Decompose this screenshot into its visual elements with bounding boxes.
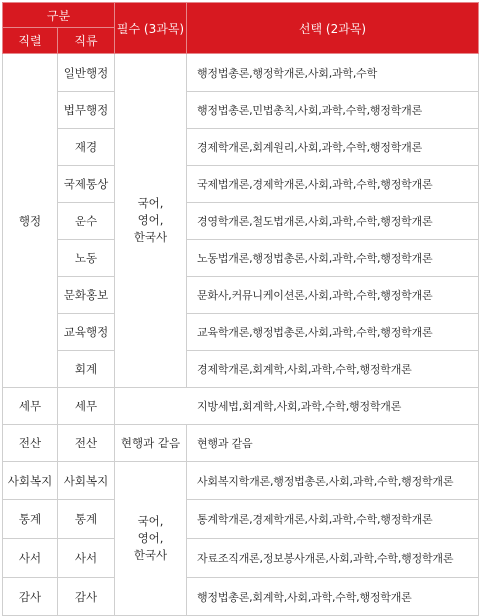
field-cell: 행정: [3, 54, 58, 388]
elective-cell: 국제법개론,경제학개론,사회,과학,수학,행정학개론: [187, 166, 479, 203]
elective-cell: 경제학개론,회계원리,사회,과학,수학,행정학개론: [187, 129, 479, 166]
elective-cell: 현행과 같음: [187, 425, 479, 462]
table-row: [3, 539, 479, 578]
subfield-cell: 운수: [58, 203, 115, 240]
subfield-cell: 전산: [58, 425, 115, 462]
subfield-cell: 재경: [58, 129, 115, 166]
subfield-cell: 통계: [58, 500, 115, 539]
required-line: 한국사: [133, 548, 168, 562]
table-body: [3, 54, 479, 616]
table-row: [3, 388, 479, 425]
field-cell: 세무: [3, 388, 58, 425]
table-row: [3, 129, 479, 166]
subfield-cell: 회계: [58, 351, 115, 388]
exam-subject-table: [2, 2, 479, 616]
subfield-cell: 교육행정: [58, 314, 115, 351]
subfield-cell: 법무행정: [58, 92, 115, 129]
table-row: [3, 314, 479, 351]
subfield-cell: 국제통상: [58, 166, 115, 203]
elective-cell: 문화사,커뮤니케이션론,사회,과학,수학,행정학개론: [187, 277, 479, 314]
elective-cell: 통계학개론,경제학개론,사회,과학,수학,행정학개론: [187, 500, 479, 539]
field-cell: 전산: [3, 425, 58, 462]
elective-cell: 사회복지학개론,행정법총론,사회,과학,수학,행정학개론: [187, 462, 479, 500]
required-cell: [115, 54, 187, 388]
header-category: 구분: [3, 3, 115, 28]
subfield-cell: 문화홍보: [58, 277, 115, 314]
required-line: 국어,: [137, 514, 164, 528]
table-row: [3, 277, 479, 314]
elective-cell: 경제학개론,회계학,사회,과학,수학,행정학개론: [187, 351, 479, 388]
required-line: 영어,: [137, 531, 164, 545]
required-line: 한국사: [133, 230, 168, 244]
table-row: [3, 240, 479, 277]
required-cell: [115, 462, 187, 616]
elective-cell: 자료조직개론,정보봉사개론,사회,과학,수학,행정학개론: [187, 539, 479, 578]
elective-cell: 행정법총론,행정학개론,사회,과학,수학: [187, 54, 479, 92]
subfield-cell: 감사: [58, 578, 115, 616]
subfield-cell: 노동: [58, 240, 115, 277]
table-row: [3, 500, 479, 539]
field-cell: 사서: [3, 539, 58, 578]
field-cell: 통계: [3, 500, 58, 539]
table-row: [3, 425, 479, 462]
table-row: [3, 351, 479, 388]
elective-cell: 노동법개론,행정법총론,사회,과학,수학,행정학개론: [187, 240, 479, 277]
field-cell: 사회복지: [3, 462, 58, 500]
required-cell: 현행과 같음: [115, 425, 187, 462]
table-row: [3, 92, 479, 129]
required-line: 국어,: [137, 196, 164, 210]
subfield-cell: 일반행정: [58, 54, 115, 92]
elective-cell: 행정법총론,회계학,사회,과학,수학,행정학개론: [187, 578, 479, 616]
table-row: [3, 166, 479, 203]
header-subfield: 직류: [58, 28, 115, 54]
subfield-cell: 사회복지: [58, 462, 115, 500]
subfield-cell: 사서: [58, 539, 115, 578]
elective-cell: 지방세법,회계학,사회,과학,수학,행정학개론: [115, 388, 479, 425]
exam-subject-table-container: [2, 2, 478, 616]
table-row: [3, 54, 479, 92]
header-field: 직렬: [3, 28, 58, 54]
subfield-cell: 세무: [58, 388, 115, 425]
elective-cell: 행정법총론,민법총칙,사회,과학,수학,행정학개론: [187, 92, 479, 129]
required-line: 영어,: [137, 213, 164, 227]
elective-cell: 교육학개론,행정법총론,사회,과학,수학,행정학개론: [187, 314, 479, 351]
header-elective: 선택 (2과목): [187, 3, 479, 54]
field-cell: 감사: [3, 578, 58, 616]
elective-cell: 경영학개론,철도법개론,사회,과학,수학,행정학개론: [187, 203, 479, 240]
table-header: [3, 3, 479, 54]
table-row: [3, 203, 479, 240]
table-row: [3, 578, 479, 616]
header-required: 필수 (3과목): [115, 3, 187, 54]
table-row: [3, 462, 479, 500]
